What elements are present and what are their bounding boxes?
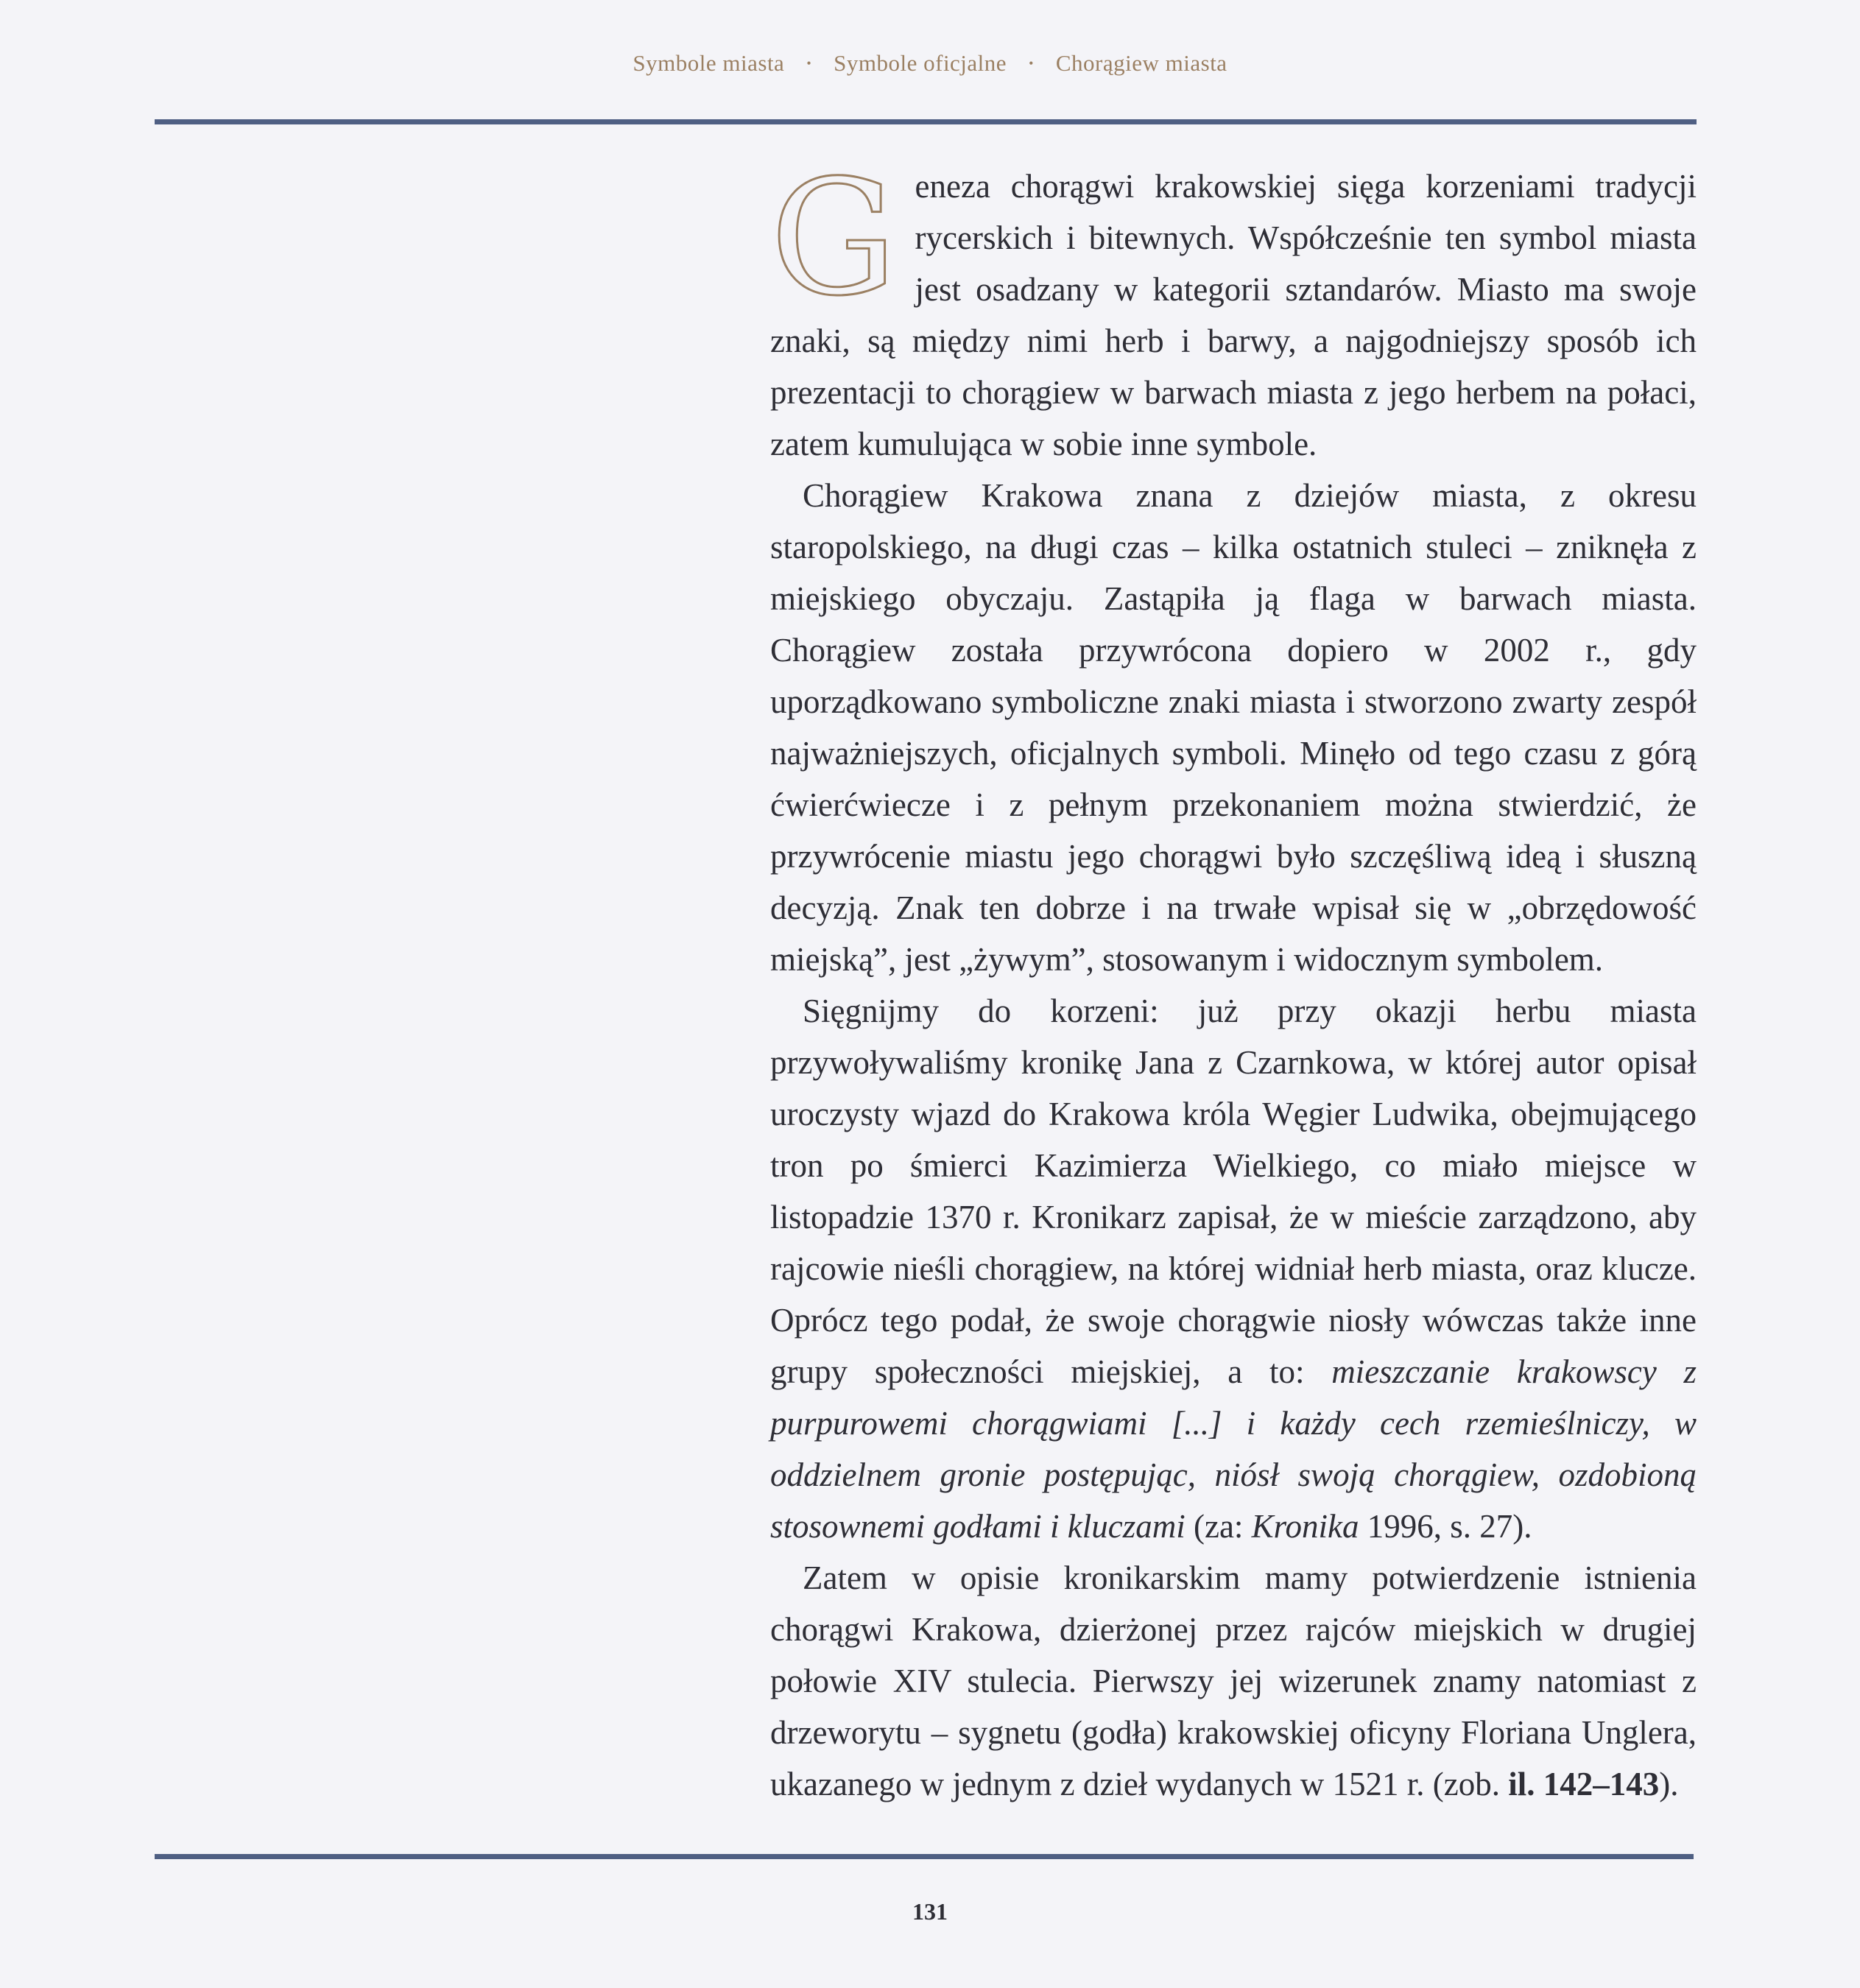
paragraph-3-text: Sięgnijmy do korzeni: już przy okazji herbu miasta przywoływaliśmy kronikę Jana z Czarnkowa, w której autor opisał uroczysty wjazd do Krakowa króla Węgier Ludwika, obejmującego tron po śmierci Kazimierza Wielkiego, co miało miejsce w listopadzie 1370 r. Kronikarz zapisał, że w mieście zarządzono, aby rajcowie nieśli chorągiew, na której widniał herb miasta, oraz klucze. Oprócz tego podał, że swoje chorągwie niosły wówczas także inne grupy społeczności miejskiej, a to:	[770, 993, 1697, 1390]
citation-rest: 1996, s. 27).	[1367, 1508, 1532, 1545]
paragraph-1-text: eneza chorągwi krakowskiej sięga korzeniami tradycji rycerskich i bitewnych. Współcześnie ten symbol miasta jest osadzany w kategorii sztandarów. Miasto ma swoje znaki, są między nimi herb i barwy, a najgodniejszy sposób ich prezentacji to chorągiew w barwach miasta z jego herbem na połaci, zatem kumulująca w sobie inne symbole.	[770, 168, 1697, 462]
illustration-reference: il. 142–143	[1508, 1766, 1660, 1802]
paragraph-4	[770, 1552, 1697, 1810]
main-text	[770, 146, 1697, 1810]
paragraph-4-text: Zatem w opisie kronikarskim mamy potwierdzenie istnienia chorągwi Krakowa, dzierżonej przez rajców miejskich w drugiej połowie XIV stulecia. Pierwszy jej wizerunek znamy natomiast z drzeworytu – sygnetu (godła) krakowskiej oficyny Floriana Unglera, ukazanego w jednym z dzieł wydanych w 1521 r. (zob.	[770, 1559, 1697, 1802]
breadcrumb-symbole-oficjalne: Symbole oficjalne	[834, 50, 1007, 76]
breadcrumb-separator: •	[806, 56, 812, 71]
top-rule	[155, 119, 1697, 124]
paragraph-4-end: ).	[1659, 1766, 1679, 1802]
breadcrumb-choragiew-miasta: Chorągiew miasta	[1055, 50, 1227, 76]
breadcrumb-separator: •	[1029, 56, 1034, 71]
page-number: 131	[912, 1898, 948, 1925]
paragraph-1	[770, 146, 1697, 470]
bottom-rule	[155, 1854, 1694, 1859]
running-head	[0, 50, 1860, 77]
citation-open: (za:	[1193, 1508, 1244, 1545]
breadcrumb-symbole-miasta: Symbole miasta	[633, 50, 785, 76]
citation-title: Kronika	[1251, 1508, 1359, 1545]
paragraph-3	[770, 985, 1697, 1552]
paragraph-2: Chorągiew Krakowa znana z dziejów miasta, z okresu staropolskiego, na długi czas – kilka ostatnich stuleci – zniknęła z miejskiego obyczaju. Zastąpiła ją flaga w barwach miasta. Chorągiew została przywrócona dopiero w 2002 r., gdy uporządkowano symboliczne znaki miasta i stworzono zwarty zespół najważniejszych, oficjalnych symboli. Minęło od tego czasu z górą ćwierćwiecze i z pełnym przekonaniem można stwierdzić, że przywrócenie miastu jego chorągwi było szczęśliwą ideą i słuszną decyzją. Znak ten dobrze i na trwałe wpisał się w „obrzędowość miejską”, jest „żywym”, stosowanym i widocznym symbolem.	[770, 477, 1697, 978]
chronicle-quote: mieszczanie krakowscy z purpurowemi chorągwiami [...] i każdy cech rzemieślniczy, w oddzielnem gronie postępując, niósł swoją chorągiew, ozdobioną stosownemi godłami i kluczami	[770, 1353, 1697, 1545]
drop-cap: G	[770, 146, 898, 331]
